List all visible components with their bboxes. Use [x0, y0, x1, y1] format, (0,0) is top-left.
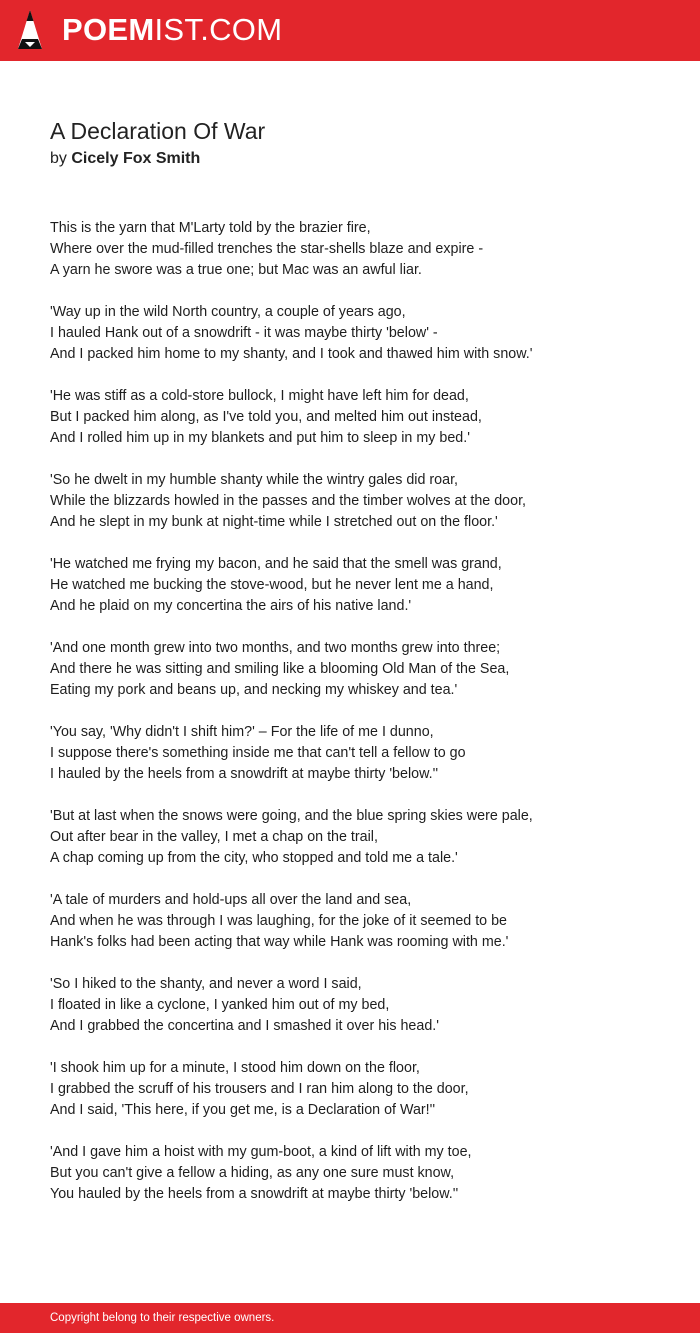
poem-line: But I packed him along, as I've told you, and melted him out instead, — [50, 409, 482, 425]
poem-line: But you can't give a fellow a hiding, as any one sure must know, — [50, 1165, 455, 1181]
poem-title: A Declaration Of War — [50, 118, 266, 144]
poem-line: A chap coming up from the city, who stopped and told me a tale.' — [50, 850, 458, 866]
poem-stanza — [50, 722, 610, 785]
poem-line: While the blizzards howled in the passes and the timber wolves at the door, — [50, 493, 527, 509]
poem-line: And I packed him home to my shanty, and I took and thawed him with snow.' — [50, 346, 533, 362]
poem-line: I hauled Hank out of a snowdrift - it was maybe thirty 'below' - — [50, 325, 438, 341]
poem-line: 'So he dwelt in my humble shanty while the wintry gales did roar, — [50, 472, 459, 488]
poem-stanza — [50, 890, 610, 953]
poem-line: 'And I gave him a hoist with my gum-boot, a kind of lift with my toe, — [50, 1144, 472, 1160]
poem-stanza — [50, 974, 610, 1037]
poem-stanza — [50, 302, 610, 365]
pencil-icon[interactable] — [17, 9, 43, 51]
site-footer — [0, 1303, 700, 1333]
poem-line: This is the yarn that M'Larty told by the brazier fire, — [50, 220, 371, 236]
byline — [50, 148, 200, 170]
poem-line: 'But at last when the snows were going, and the blue spring skies were pale, — [50, 808, 533, 824]
poem-line: 'He was stiff as a cold-store bullock, I might have left him for dead, — [50, 388, 469, 404]
poem-stanza — [50, 806, 610, 869]
copyright-text: Copyright belong to their respective owners. — [50, 1312, 275, 1324]
poem-stanza — [50, 1142, 610, 1205]
site-logo[interactable] — [62, 12, 282, 48]
logo-light-text: IST.COM — [154, 12, 283, 47]
poem-stanza — [50, 470, 610, 533]
poem-line: 'Way up in the wild North country, a couple of years ago, — [50, 304, 406, 320]
logo-bold-text: POEM — [62, 12, 155, 47]
by-label: by — [50, 150, 67, 167]
poem-line: And he plaid on my concertina the airs of his native land.' — [50, 598, 412, 614]
poem-line: A yarn he swore was a true one; but Mac was an awful liar. — [50, 262, 422, 278]
poem-line: 'You say, 'Why didn't I shift him?' – For the life of me I dunno, — [50, 724, 434, 740]
poem-line: 'I shook him up for a minute, I stood him down on the floor, — [50, 1060, 420, 1076]
poem-line: And there he was sitting and smiling like a blooming Old Man of the Sea, — [50, 661, 510, 677]
poem-line: You hauled by the heels from a snowdrift at maybe thirty 'below.'' — [50, 1186, 459, 1202]
poem-line: Eating my pork and beans up, and necking my whiskey and tea.' — [50, 682, 458, 698]
author-name[interactable]: Cicely Fox Smith — [71, 150, 201, 167]
poem-line: Where over the mud-filled trenches the star-shells blaze and expire - — [50, 241, 484, 257]
poem-line: 'A tale of murders and hold-ups all over the land and sea, — [50, 892, 412, 908]
poem-stanza — [50, 1058, 610, 1121]
site-header — [0, 0, 700, 61]
poem-stanza — [50, 638, 610, 701]
poem-line: And I rolled him up in my blankets and put him to sleep in my bed.' — [50, 430, 470, 446]
poem-line: 'And one month grew into two months, and two months grew into three; — [50, 640, 501, 656]
poem-line: And I grabbed the concertina and I smashed it over his head.' — [50, 1018, 439, 1034]
poem-stanza — [50, 218, 610, 281]
poem-body — [50, 218, 610, 1226]
poem-line: He watched me bucking the stove-wood, but he never lent me a hand, — [50, 577, 494, 593]
poem-line: I suppose there's something inside me that can't tell a fellow to go — [50, 745, 466, 761]
poem-line: I floated in like a cyclone, I yanked him out of my bed, — [50, 997, 390, 1013]
poem-line: And when he was through I was laughing, for the joke of it seemed to be — [50, 913, 507, 929]
poem-line: I hauled by the heels from a snowdrift at maybe thirty 'below.'' — [50, 766, 439, 782]
poem-stanza — [50, 554, 610, 617]
poem-line: 'So I hiked to the shanty, and never a word I said, — [50, 976, 362, 992]
poem-line: And I said, 'This here, if you get me, is a Declaration of War!'' — [50, 1102, 436, 1118]
poem-line: Out after bear in the valley, I met a chap on the trail, — [50, 829, 378, 845]
poem-stanza — [50, 386, 610, 449]
poem-line: 'He watched me frying my bacon, and he said that the smell was grand, — [50, 556, 502, 572]
poem-line: I grabbed the scruff of his trousers and I ran him along to the door, — [50, 1081, 469, 1097]
poem-line: Hank's folks had been acting that way while Hank was rooming with me.' — [50, 934, 509, 950]
poem-line: And he slept in my bunk at night-time while I stretched out on the floor.' — [50, 514, 498, 530]
